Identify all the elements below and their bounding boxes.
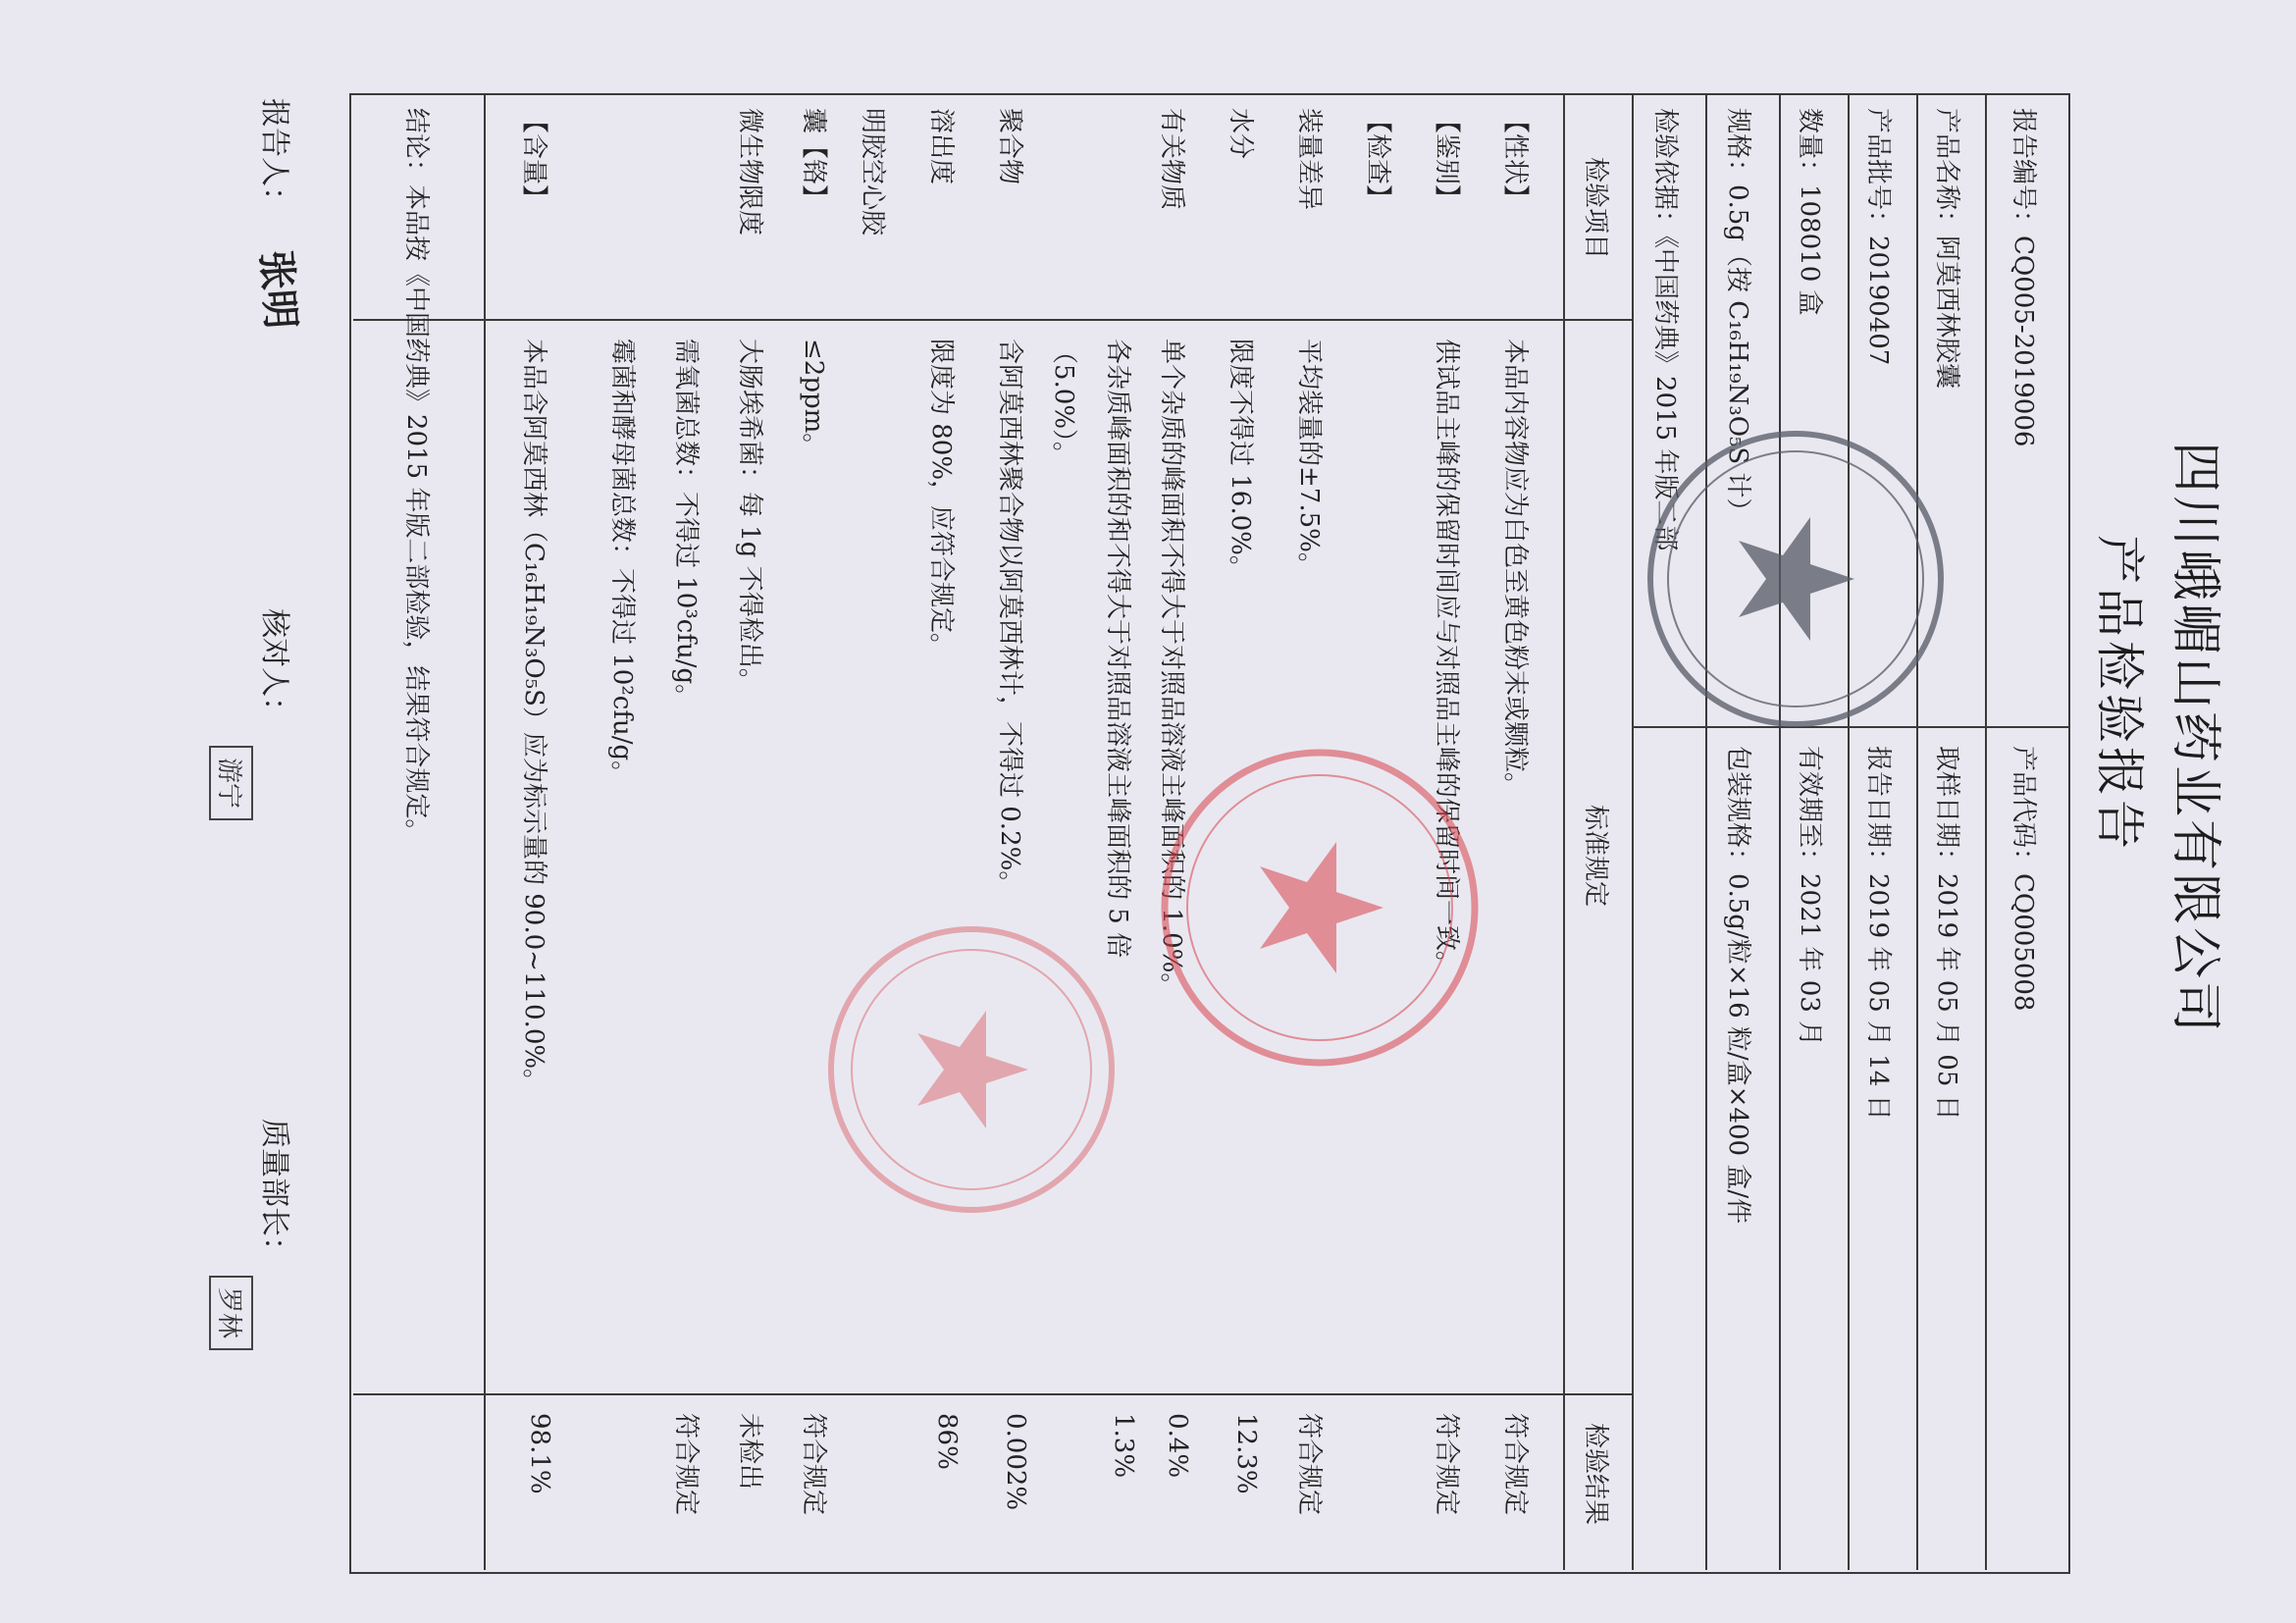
row-standard: 大肠埃希菌：每 1g 不得检出。 xyxy=(735,339,764,694)
row-result: 符合规定 xyxy=(1294,1413,1324,1516)
row-result: 0.4% xyxy=(1163,1413,1192,1479)
company-name: 四川峨嵋山药业有限公司 xyxy=(2166,442,2224,1036)
conclusion: 结论：本品按《中国药典》2015 年版二部检验，结果符合规定。 xyxy=(401,108,431,845)
row-standard: （5.0%）。 xyxy=(1049,339,1078,468)
header-item: 检验项目 xyxy=(1581,157,1610,260)
sample-date: 取样日期：2019 年 05 月 05 日 xyxy=(1932,746,1961,1121)
manager-label: 质量部长： xyxy=(257,1119,291,1266)
company-seal xyxy=(1644,427,1948,731)
row-standard: 本品含阿莫西林（C₁₆H₁₉N₃O₅S）应为标示量的 90.0~110.0%。 xyxy=(519,339,548,1095)
report-date: 报告日期：2019 年 05 月 14 日 xyxy=(1863,746,1893,1121)
report-number: 报告编号：CQ005-2019006 xyxy=(2009,108,2038,447)
header-result: 检验结果 xyxy=(1581,1423,1610,1526)
row-standard: 限度不得过 16.0%。 xyxy=(1226,339,1255,581)
row-item: 聚合物 xyxy=(995,108,1024,185)
row-result: 符合规定 xyxy=(1500,1413,1530,1516)
row-item: 囊【铬】 xyxy=(799,108,828,211)
row-item: 装量差异 xyxy=(1294,108,1324,211)
row-item: 明胶空心胶 xyxy=(858,108,887,236)
row-item: 水分 xyxy=(1226,108,1255,160)
packaging-spec: 包装规格：0.5g/粒×16 粒/盒×400 盒/件 xyxy=(1723,746,1752,1225)
report-title: 产品检验报告 xyxy=(2091,535,2148,853)
checker-signature-box: 游宁 xyxy=(209,746,253,820)
row-item: 【含量】 xyxy=(519,108,548,211)
row-standard: 含阿莫西林聚合物以阿莫西林计，不得过 0.2%。 xyxy=(995,339,1024,897)
row-result: 符合规定 xyxy=(1432,1413,1461,1516)
reporter-label: 报告人： xyxy=(257,98,291,216)
header-standard: 标准规定 xyxy=(1581,805,1610,908)
checker-label: 核对人： xyxy=(257,608,291,726)
row-result: 符合规定 xyxy=(671,1413,701,1516)
row-standard: 本品内容物应为白色至黄色粉末或颗粒。 xyxy=(1500,339,1530,799)
reporter-signature: 张明 xyxy=(252,248,304,331)
row-standard: 各杂质峰面积的和不得大于对照品溶液主峰面积的 5 倍 xyxy=(1103,339,1132,959)
batch-number: 产品批号：20190407 xyxy=(1863,108,1893,366)
row-result: 86% xyxy=(932,1413,962,1470)
row-item: 【鉴别】 xyxy=(1432,108,1461,211)
row-item: 有关物质 xyxy=(1157,108,1186,211)
row-standard: 单个杂质的峰面积不得大于对照品溶液主峰面积的 1.0%。 xyxy=(1157,339,1186,999)
row-result: 未检出 xyxy=(735,1413,764,1491)
valid-until: 有效期至：2021 年 03 月 xyxy=(1795,746,1824,1047)
row-result: 1.3% xyxy=(1109,1413,1138,1479)
red-seal-1 xyxy=(1158,746,1482,1070)
product-name: 产品名称：阿莫西林胶囊 xyxy=(1932,108,1961,390)
row-result: 12.3% xyxy=(1231,1413,1261,1494)
row-standard: 平均装量的±7.5%。 xyxy=(1294,339,1324,578)
row-standard: ≤2ppm。 xyxy=(799,339,828,459)
row-item: 微生物限度 xyxy=(735,108,764,236)
specification: 规格：0.5g（按 C₁₆H₁₉N₃O₅S 计） xyxy=(1723,108,1752,524)
row-result: 98.1% xyxy=(525,1413,554,1494)
row-result: 符合规定 xyxy=(799,1413,828,1516)
row-item: 【检查】 xyxy=(1363,108,1392,211)
row-result: 0.002% xyxy=(1001,1413,1030,1511)
row-item: 溶出度 xyxy=(926,108,956,185)
red-seal-2 xyxy=(824,922,1119,1217)
quantity: 数量：108010 盒 xyxy=(1795,108,1824,316)
product-code: 产品代码：CQ005008 xyxy=(2009,746,2038,1012)
manager-signature-box: 罗林 xyxy=(209,1276,253,1350)
inspection-basis: 检验依据：《中国药典》2015 年版二部 xyxy=(1650,108,1680,551)
row-standard: 需氧菌总数：不得过 10³cfu/g。 xyxy=(671,339,701,710)
row-standard: 限度为 80%，应符合规定。 xyxy=(926,339,956,659)
row-item: 【性状】 xyxy=(1500,108,1530,211)
row-standard: 供试品主峰的保留时间应与对照品主峰的保留时间一致。 xyxy=(1432,339,1461,977)
row-standard: 霉菌和酵母菌总数：不得过 10²cfu/g。 xyxy=(607,339,637,787)
